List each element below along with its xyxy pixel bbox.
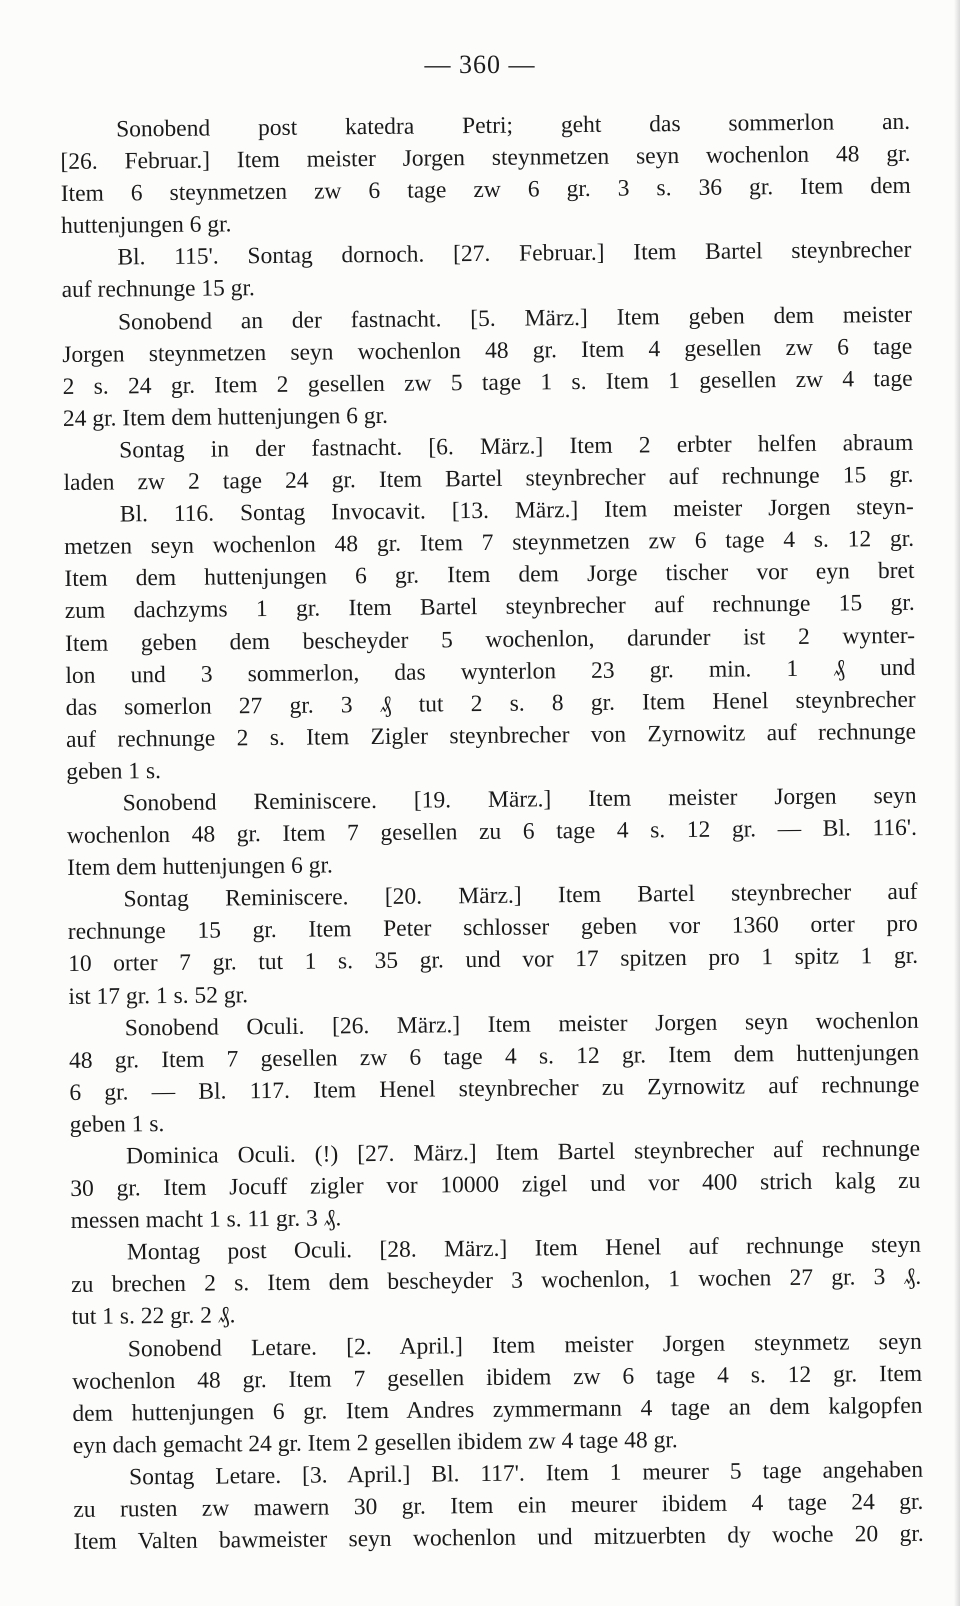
text-line: Bl. 116. Sontag Invocavit. [13. März.] Item meister Jorgen steyn- (119, 493, 914, 528)
text-line: Sonobend an der fastnacht. [5. März.] Item geben dem meister (117, 301, 913, 336)
text-line: rechnunge 15 gr. Item Peter schlosser geben vor 1360 orter pro (67, 911, 918, 946)
text-line: tut 1 s. 22 gr. 2 ₰. (71, 1302, 236, 1331)
text-line: laden zw 2 tage 24 gr. Item Bartel steynbrecher auf rechnunge 15 gr. (63, 461, 914, 497)
text-line: dem huttenjungen 6 gr. Item Andres zymmermann 4 tage an dem kalgopfen (72, 1392, 923, 1427)
text-line: Sonobend post katedra Petri; geht das sommerlon an. (116, 108, 911, 143)
text-line: Item geben dem bescheyder 5 wochenlon, darunder ist 2 wynter- (64, 622, 916, 657)
text-line: Montag post Oculi. [28. März.] Item Henel auf rechnunge steyn (126, 1232, 922, 1266)
text-line: Sonobend Reminiscere. [19. März.] Item meister Jorgen seyn (122, 782, 917, 817)
text-line: auf rechnunge 2 s. Item Zigler steynbrecher von Zyrnowitz auf rechnunge (65, 718, 917, 753)
text-line: ist 17 gr. 1 s. 52 gr. (68, 981, 249, 1010)
text-line: 48 gr. Item 7 gesellen zw 6 tage 4 s. 12 gr. Item dem huttenjungen (68, 1039, 920, 1074)
text-line: Item Valten bawmeister seyn wochenlon und mitzuerbten dy woche 20 gr. (73, 1520, 924, 1556)
text-line: Item dem huttenjungen 6 gr. Item dem Jorge tischer vor eyn bret (64, 558, 915, 593)
text-line: 30 gr. Item Jocuff zigler vor 10000 zigel und vor 400 strich kalg zu (70, 1167, 921, 1203)
text-line: geben 1 s. (69, 1110, 165, 1138)
body-text (60, 106, 924, 1558)
text-line: das somerlon 27 gr. 3 ₰ tut 2 s. 8 gr. Item Henel steynbrecher (65, 686, 916, 721)
text-line: zu rusten zw mawern 30 gr. Item ein meurer ibidem 4 tage 24 gr. (73, 1488, 924, 1523)
text-line: Sonobend Oculi. [26. März.] Item meister Jorgen seyn wochenlon (124, 1007, 919, 1042)
text-line: geben 1 s. (66, 757, 162, 785)
text-line: eyn dach gemacht 24 gr. Item 2 gesellen ibidem zw 4 tage 48 gr. (72, 1426, 678, 1459)
text-line: lon und 3 sommerlon, das wynterlon 23 gr. min. 1 ₰ und (65, 654, 916, 689)
text-line: wochenlon 48 gr. Item 7 gesellen ibidem zw 6 tage 4 s. 12 gr. Item (72, 1360, 923, 1395)
text-line: Sontag Reminiscere. [20. März.] Item Bartel steynbrecher auf (123, 879, 918, 913)
text-line: Dominica Oculi. (!) [27. März.] Item Bartel steynbrecher auf rechnunge (125, 1135, 921, 1170)
text-line: Jorgen steynmetzen seyn wochenlon 48 gr. Item 4 gesellen zw 6 tage (62, 333, 913, 368)
text-line: messen macht 1 s. 11 gr. 3 ₰. (70, 1205, 342, 1235)
text-line: 2 s. 24 gr. Item 2 gesellen zw 5 tage 1 s. Item 1 gesellen zw 4 tage (62, 365, 913, 400)
text-line: metzen seyn wochenlon 48 gr. Item 7 steynmetzen zw 6 tage 4 s. 12 gr. (64, 526, 915, 561)
text-line: Bl. 115'. Sontag dornoch. [27. Februar.] Item Bartel steynbrecher (117, 237, 912, 271)
text-line: wochenlon 48 gr. Item 7 gesellen zu 6 tage 4 s. 12 gr. — Bl. 116'. (66, 814, 918, 850)
text-line: Sontag in der fastnacht. [6. März.] Item 2 erbter helfen abraum (119, 429, 914, 464)
text-line: [26. Februar.] Item meister Jorgen steynmetzen seyn wochenlon 48 gr. (60, 140, 911, 176)
text-line: 24 gr. Item dem huttenjungen 6 gr. (62, 402, 389, 432)
text-line: Sontag Letare. [3. April.] Bl. 117'. Item 1 meurer 5 tage angehaben (128, 1456, 924, 1491)
page-number: — 360 — (424, 50, 536, 79)
text-line: huttenjungen 6 gr. (60, 211, 232, 240)
page-edge-shadow (954, 0, 960, 1606)
text-line: Item dem huttenjungen 6 gr. (67, 852, 333, 882)
text-line: Sonobend Letare. [2. April.] Item meister Jorgen steynmetz seyn (127, 1328, 922, 1362)
text-line: Item 6 steynmetzen zw 6 tage zw 6 gr. 3 s. 36 gr. Item dem (60, 173, 911, 208)
text-line: 10 orter 7 gr. tut 1 s. 35 gr. und vor 17 spitzen pro 1 spitz 1 gr. (68, 943, 919, 978)
text-line: auf rechnunge 15 gr. (61, 275, 255, 304)
text-line: zu brechen 2 s. Item dem bescheyder 3 wochenlon, 1 wochen 27 gr. 3 ₰. (71, 1264, 922, 1299)
text-line: zum dachzyms 1 gr. Item Bartel steynbrecher auf rechnunge 15 gr. (64, 590, 915, 625)
text-line: 6 gr. — Bl. 117. Item Henel steynbrecher zu Zyrnowitz auf rechnunge (69, 1071, 920, 1106)
